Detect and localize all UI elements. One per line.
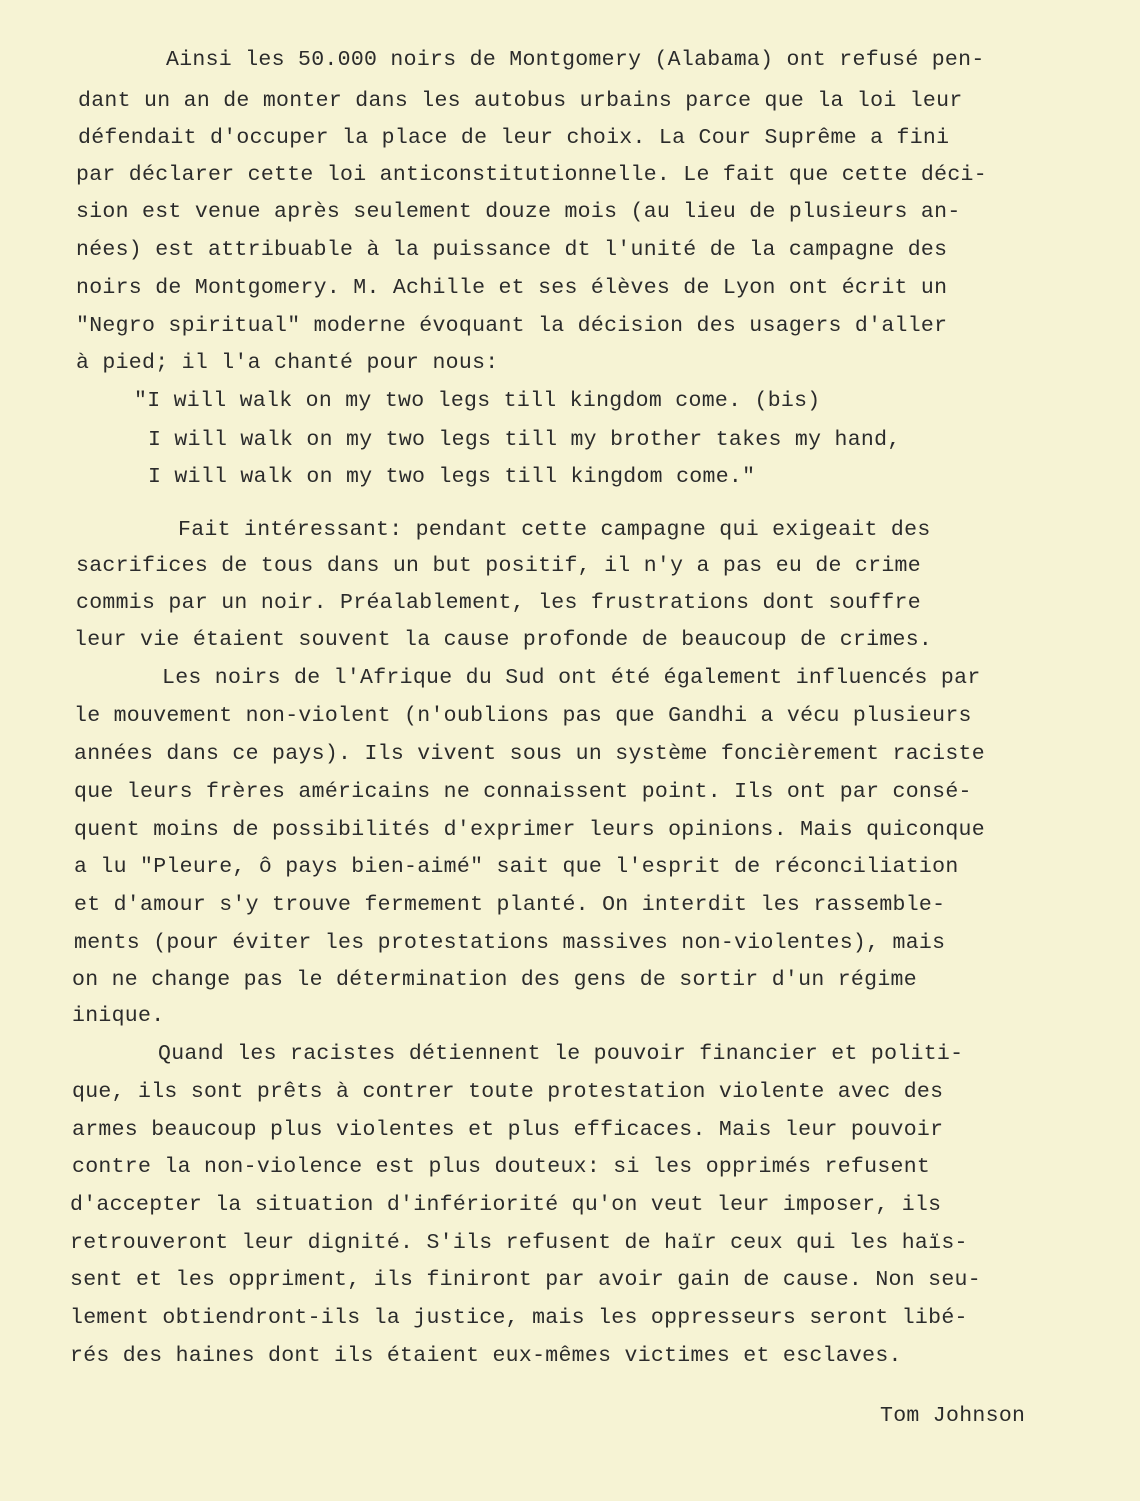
text-line: Quand les racistes détiennent le pouvoir financier et politi- — [158, 1042, 964, 1066]
text-line: armes beaucoup plus violentes et plus efficaces. Mais leur pouvoir — [72, 1118, 944, 1142]
text-line: "Negro spiritual" moderne évoquant la décision des usagers d'aller — [76, 314, 948, 338]
text-line: que, ils sont prêts à contrer toute protestation violente avec des — [72, 1080, 944, 1104]
text-line: nées) est attribuable à la puissance dt l'unité de la campagne des — [76, 238, 948, 262]
text-line: noirs de Montgomery. M. Achille et ses élèves de Lyon ont écrit un — [76, 276, 948, 300]
text-line: par déclarer cette loi anticonstitutionnelle. Le fait que cette déci- — [76, 163, 987, 187]
text-line: a lu "Pleure, ô pays bien-aimé" sait que l'esprit de réconciliation — [74, 855, 959, 879]
text-line: Ainsi les 50.000 noirs de Montgomery (Alabama) ont refusé pen- — [166, 48, 985, 72]
text-line: défendait d'occuper la place de leur choix. La Cour Suprême a fini — [78, 126, 950, 150]
text-line: Fait intéressant: pendant cette campagne qui exigeait des — [178, 518, 931, 542]
text-line: sent et les oppriment, ils finiront par avoir gain de cause. Non seu- — [70, 1268, 981, 1292]
author-signature: Tom Johnson — [880, 1404, 1026, 1428]
text-line: rés des haines dont ils étaient eux-mêmes victimes et esclaves. — [70, 1344, 902, 1368]
text-line: sion est venue après seulement douze mois (au lieu de plusieurs an- — [76, 200, 961, 224]
text-line: Les noirs de l'Afrique du Sud ont été également influencés par — [162, 666, 981, 690]
text-line: années dans ce pays). Ils vivent sous un système foncièrement raciste — [74, 742, 985, 766]
text-line: lement obtiendront-ils la justice, mais les oppresseurs seront libé- — [70, 1306, 968, 1330]
text-line: dant un an de monter dans les autobus urbains parce que la loi leur — [78, 89, 963, 113]
text-line: ments (pour éviter les protestations massives non-violentes), mais — [74, 931, 946, 955]
song-line: "I will walk on my two legs till kingdom come. (bis) — [134, 389, 821, 413]
text-line: sacrifices de tous dans un but positif, il n'y a pas eu de crime — [76, 554, 921, 578]
text-line: leur vie étaient souvent la cause profonde de beaucoup de crimes. — [74, 628, 933, 652]
text-line: le mouvement non-violent (n'oublions pas que Gandhi a vécu plusieurs — [74, 704, 972, 728]
text-line: commis par un noir. Préalablement, les frustrations dont souffre — [76, 591, 921, 615]
text-line: retrouveront leur dignité. S'ils refusent de haïr ceux qui les haïs- — [70, 1231, 968, 1255]
song-line: I will walk on my two legs till kingdom come." — [148, 465, 756, 489]
text-line: d'accepter la situation d'infériorité qu'on veut leur imposer, ils — [70, 1193, 942, 1217]
text-line: inique. — [72, 1004, 165, 1028]
text-line: on ne change pas le détermination des gens de sortir d'un régime — [72, 968, 917, 992]
text-line: que leurs frères américains ne connaissent point. Ils ont par consé- — [74, 780, 972, 804]
text-line: et d'amour s'y trouve fermement planté. On interdit les rassemble- — [74, 893, 946, 917]
text-line: à pied; il l'a chanté pour nous: — [76, 351, 499, 375]
text-line: contre la non-violence est plus douteux: si les opprimés refusent — [72, 1155, 931, 1179]
text-line: quent moins de possibilités d'exprimer leurs opinions. Mais quiconque — [74, 818, 985, 842]
song-line: I will walk on my two legs till my brother takes my hand, — [148, 428, 901, 452]
